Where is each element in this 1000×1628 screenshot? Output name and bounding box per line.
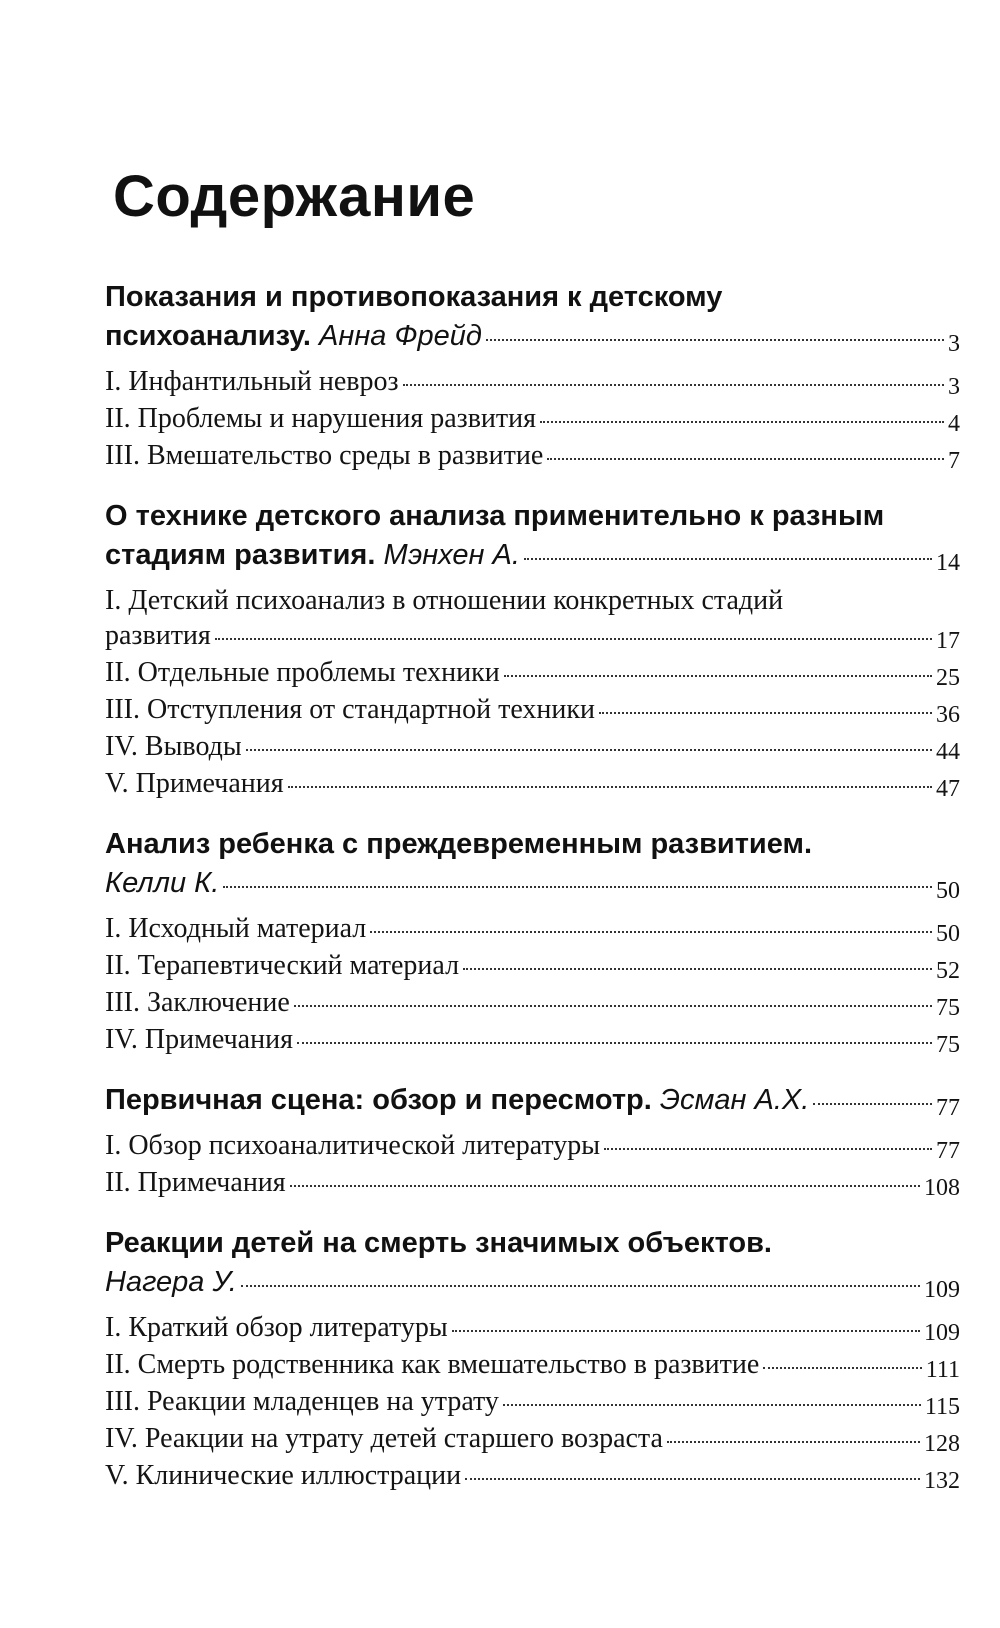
page-title: Содержание xyxy=(113,164,476,229)
page-number: 75 xyxy=(936,995,960,1021)
page-number: 3 xyxy=(948,331,960,357)
toc-item-label: II. Отдельные проблемы техники xyxy=(105,657,500,688)
dot-leader xyxy=(667,1441,920,1443)
page-number: 25 xyxy=(936,665,960,691)
toc-item[interactable] xyxy=(105,1022,960,1059)
toc-section xyxy=(105,825,960,1059)
page-number: 50 xyxy=(936,878,960,904)
page-number: 52 xyxy=(936,958,960,984)
page-number: 14 xyxy=(936,550,960,576)
section-heading[interactable] xyxy=(105,825,960,905)
section-heading[interactable] xyxy=(105,278,960,358)
toc-item-label-line: I. Детский психоанализ в отношении конкретных стадий xyxy=(105,585,784,616)
toc-item[interactable] xyxy=(105,438,960,475)
toc-item[interactable] xyxy=(105,911,960,948)
toc-item-label: II. Смерть родственника как вмешательство в развитие xyxy=(105,1349,760,1380)
dot-leader xyxy=(604,1148,932,1150)
toc-item[interactable] xyxy=(105,692,960,729)
toc-item[interactable] xyxy=(105,985,960,1022)
page-number: 17 xyxy=(936,628,960,654)
toc-item[interactable] xyxy=(105,948,960,985)
toc-section xyxy=(105,497,960,803)
dot-leader xyxy=(813,1103,932,1105)
section-heading[interactable] xyxy=(105,1081,960,1122)
toc-item[interactable] xyxy=(105,655,960,692)
page-number: 4 xyxy=(948,411,960,437)
toc-item-label: I. Краткий обзор литературы xyxy=(105,1312,448,1343)
toc-item[interactable] xyxy=(105,729,960,766)
toc-item-label: II. Проблемы и нарушения развития xyxy=(105,403,537,434)
section-heading-line: Реакции детей на смерть значимых объектов. xyxy=(105,1227,772,1259)
dot-leader xyxy=(241,1285,920,1287)
page-number: 44 xyxy=(936,739,960,765)
dot-leader xyxy=(547,458,944,460)
dot-leader xyxy=(403,384,944,386)
section-heading[interactable] xyxy=(105,497,960,577)
toc-item[interactable] xyxy=(105,1421,960,1458)
toc-item-label: V. Клинические иллюстрации xyxy=(105,1460,462,1491)
page-number: 111 xyxy=(925,1357,960,1383)
dot-leader xyxy=(370,931,932,933)
toc-item-label: III. Заключение xyxy=(105,987,290,1018)
dot-leader xyxy=(452,1330,920,1332)
toc-item-label: I. Обзор психоаналитической литературы xyxy=(105,1130,601,1161)
toc-item[interactable] xyxy=(105,1347,960,1384)
toc-item-label: V. Примечания xyxy=(105,768,284,799)
page-number: 128 xyxy=(924,1431,960,1457)
section-author: Мэнхен А. xyxy=(383,539,520,571)
toc-section xyxy=(105,1081,960,1202)
page-number: 36 xyxy=(936,702,960,728)
toc-item[interactable] xyxy=(105,583,960,655)
page-number: 77 xyxy=(936,1095,960,1121)
toc-item-label: II. Примечания xyxy=(105,1167,286,1198)
dot-leader xyxy=(246,749,932,751)
toc-item[interactable] xyxy=(105,364,960,401)
dot-leader xyxy=(465,1478,920,1480)
dot-leader xyxy=(215,638,932,640)
toc-item[interactable] xyxy=(105,1128,960,1165)
page-number: 7 xyxy=(948,448,960,474)
section-author: Келли К. xyxy=(105,867,220,899)
page-number: 50 xyxy=(936,921,960,947)
page-number: 115 xyxy=(924,1394,960,1420)
section-author: Нагера У. xyxy=(105,1266,237,1298)
page-number: 109 xyxy=(924,1277,960,1303)
section-author: Эсман А.Х. xyxy=(659,1084,810,1116)
dot-leader xyxy=(223,886,932,888)
dot-leader xyxy=(294,1005,932,1007)
section-heading-line: Анализ ребенка с преждевременным развитием. xyxy=(105,828,813,860)
dot-leader xyxy=(288,786,932,788)
dot-leader xyxy=(290,1185,920,1187)
dot-leader xyxy=(297,1042,932,1044)
page-number: 47 xyxy=(936,776,960,802)
toc-item-label: III. Отступления от стандартной техники xyxy=(105,694,595,725)
toc-item-label: развития xyxy=(105,620,211,651)
dot-leader xyxy=(524,558,932,560)
section-author: Анна Фрейд xyxy=(319,320,482,352)
page-number: 77 xyxy=(936,1138,960,1164)
section-heading-line: О технике детского анализа применительно к разным xyxy=(105,500,885,532)
page-number: 132 xyxy=(924,1468,960,1494)
dot-leader xyxy=(763,1367,922,1369)
toc-item-label: III. Реакции младенцев на утрату xyxy=(105,1386,499,1417)
toc-item-label: IV. Реакции на утрату детей старшего возраста xyxy=(105,1423,663,1454)
toc-item[interactable] xyxy=(105,1165,960,1202)
section-heading[interactable] xyxy=(105,1224,960,1304)
toc-item[interactable] xyxy=(105,766,960,803)
toc-section xyxy=(105,278,960,475)
section-heading-text: психоанализу. xyxy=(105,320,320,352)
toc-item[interactable] xyxy=(105,1310,960,1347)
toc-item-label: I. Исходный материал xyxy=(105,913,367,944)
toc-item[interactable] xyxy=(105,401,960,438)
dot-leader xyxy=(486,339,944,341)
section-heading-line: Показания и противопоказания к детскому xyxy=(105,281,723,313)
page-number: 108 xyxy=(924,1175,960,1201)
dot-leader xyxy=(599,712,932,714)
section-heading-text: стадиям развития. xyxy=(105,539,384,571)
page-number: 3 xyxy=(948,374,960,400)
toc-item-label: IV. Выводы xyxy=(105,731,242,762)
toc-item-label: IV. Примечания xyxy=(105,1024,293,1055)
toc-item[interactable] xyxy=(105,1384,960,1421)
toc-item-label: II. Терапевтический материал xyxy=(105,950,460,981)
toc-item[interactable] xyxy=(105,1458,960,1495)
dot-leader xyxy=(463,968,932,970)
dot-leader xyxy=(503,1404,921,1406)
toc-section xyxy=(105,1224,960,1495)
table-of-contents xyxy=(105,164,960,1517)
dot-leader xyxy=(504,675,932,677)
dot-leader xyxy=(540,421,944,423)
page-number: 109 xyxy=(924,1320,960,1346)
section-heading-text: Первичная сцена: обзор и пересмотр. xyxy=(105,1084,660,1116)
toc-item-label: III. Вмешательство среды в развитие xyxy=(105,440,544,471)
toc-item-label: I. Инфантильный невроз xyxy=(105,366,399,397)
page-number: 75 xyxy=(936,1032,960,1058)
